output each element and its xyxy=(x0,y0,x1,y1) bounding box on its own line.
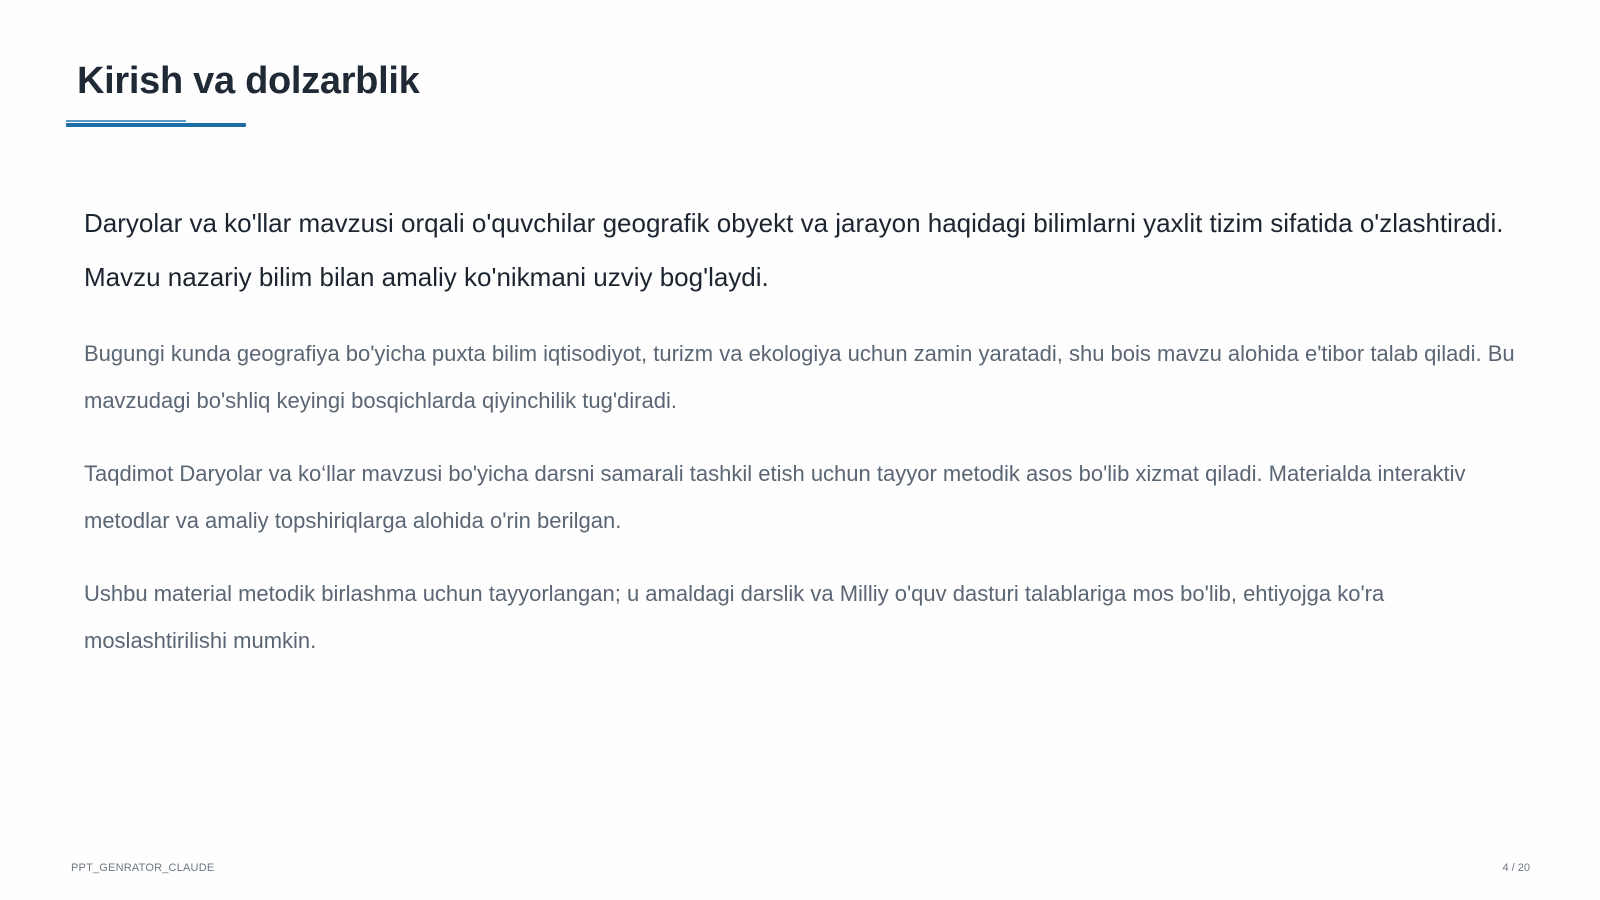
body-paragraph-1: Bugungi kunda geografiya bo'yicha puxta bilim iqtisodiyot, turizm va ekologiya uchun zamin yaratadi, shu bois mavzu alohida e'tibor talab qiladi. Bu mavzudagi bo'shliq keyingi bosqichlarda qiyinchilik tug'diradi. xyxy=(84,341,1515,413)
title-underline-highlight xyxy=(66,120,186,122)
slide-title: Kirish va dolzarblik xyxy=(77,60,420,102)
footer-source: PPT_GENRATOR_CLAUDE xyxy=(71,862,215,874)
body-paragraph-3: Ushbu material metodik birlashma uchun tayyorlangan; u amaldagi darslik va Milliy o'quv dasturi talablariga mos bo'lib, ehtiyojga ko'ra moslashtirilishi mumkin. xyxy=(84,581,1385,653)
body-paragraph-2: Taqdimot Daryolar va ko‘llar mavzusi bo'yicha darsni samarali tashkil etish uchun tayyor metodik asos bo'lib xizmat qiladi. Materialda interaktiv metodlar va amaliy topshiriqlarga alohida o'rin berilgan. xyxy=(84,461,1466,533)
page-number: 4 / 20 xyxy=(1502,862,1530,874)
lead-paragraph: Daryolar va ko'llar mavzusi orqali o'quvchilar geografik obyekt va jarayon haqidagi bilimlarni yaxlit tizim sifatida o'zlashtiradi. Mavzu nazariy bilim bilan amaliy ko'nikmani uzviy bog'laydi. xyxy=(84,208,1504,292)
title-underline xyxy=(66,123,246,127)
